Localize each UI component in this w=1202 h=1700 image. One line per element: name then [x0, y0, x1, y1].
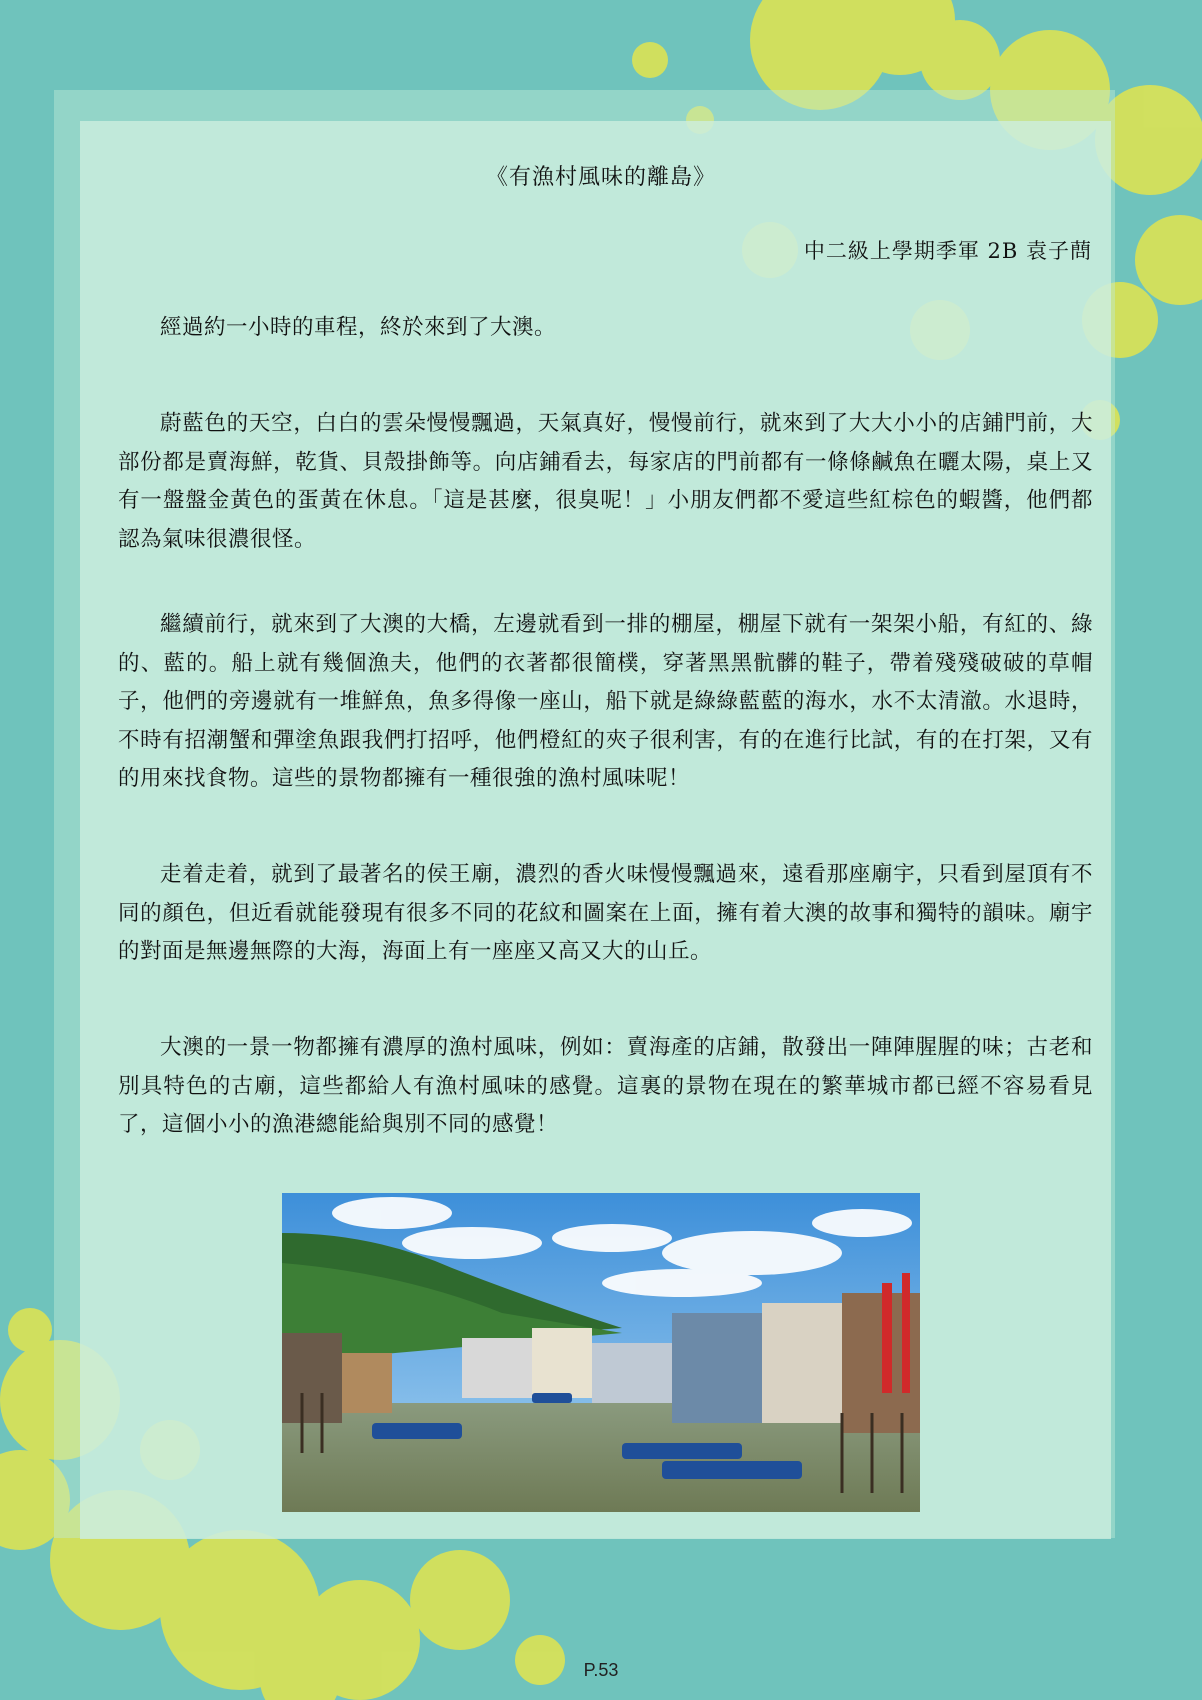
page-number: P.53 — [583, 1660, 619, 1680]
paragraph-1: 經過約一小時的車程，終於來到了大澳。 — [160, 315, 557, 340]
article-title: 《有漁村風味的離島》 — [485, 165, 716, 190]
fishing-village-photo — [282, 1193, 920, 1512]
paragraph-3: 繼續前行，就來到了大澳的大橋，左邊就看到一排的棚屋，棚屋下就有一架架小船，有紅的、綠的、藍的。船上就有幾個漁夫，他們的衣著都很簡樸，穿著黑黑骯髒的鞋子，帶着殘殘破破的草帽子，他們的旁邊就有一堆鮮魚，魚多得像一座山，船下就是綠綠藍藍的海水，水不太清澈。水退時，不時有招潮蟹和彈塗魚跟我們打招呼，他們橙紅的夾子很利害，有的在進行比試，有的在打架，又有的用來找食物。這些的景物都擁有一種很強的漁村風味呢！ — [118, 612, 1093, 791]
paragraph-4: 走着走着，就到了最著名的侯王廟，濃烈的香火味慢慢飄過來，遠看那座廟宇，只看到屋頂有不同的顏色，但近看就能發現有很多不同的花紋和圖案在上面，擁有着大澳的故事和獨特的韻味。廟宇的對面是無邊無際的大海，海面上有一座座又高又大的山丘。 — [118, 862, 1093, 964]
paragraph-2: 蔚藍色的天空，白白的雲朵慢慢飄過，天氣真好，慢慢前行，就來到了大大小小的店鋪門前，大部份都是賣海鮮，乾貨、貝殼掛飾等。向店鋪看去，每家店的門前都有一條條鹹魚在曬太陽，桌上又有一盤盤金黃色的蛋黃在休息。「這是甚麼，很臭呢！」小朋友們都不愛這些紅棕色的蝦醬，他們都認為氣味很濃很怪。 — [118, 411, 1093, 552]
author-byline: 中二級上學期季軍 2B 袁子蔄 — [803, 239, 1092, 263]
paragraph-5: 大澳的一景一物都擁有濃厚的漁村風味，例如：賣海產的店鋪，散發出一陣陣腥腥的味；古老和別具特色的古廟，這些都給人有漁村風味的感覺。這裏的景物在現在的繁華城市都已經不容易看見了，這個小小的漁港總能給與別不同的感覺！ — [118, 1035, 1093, 1137]
